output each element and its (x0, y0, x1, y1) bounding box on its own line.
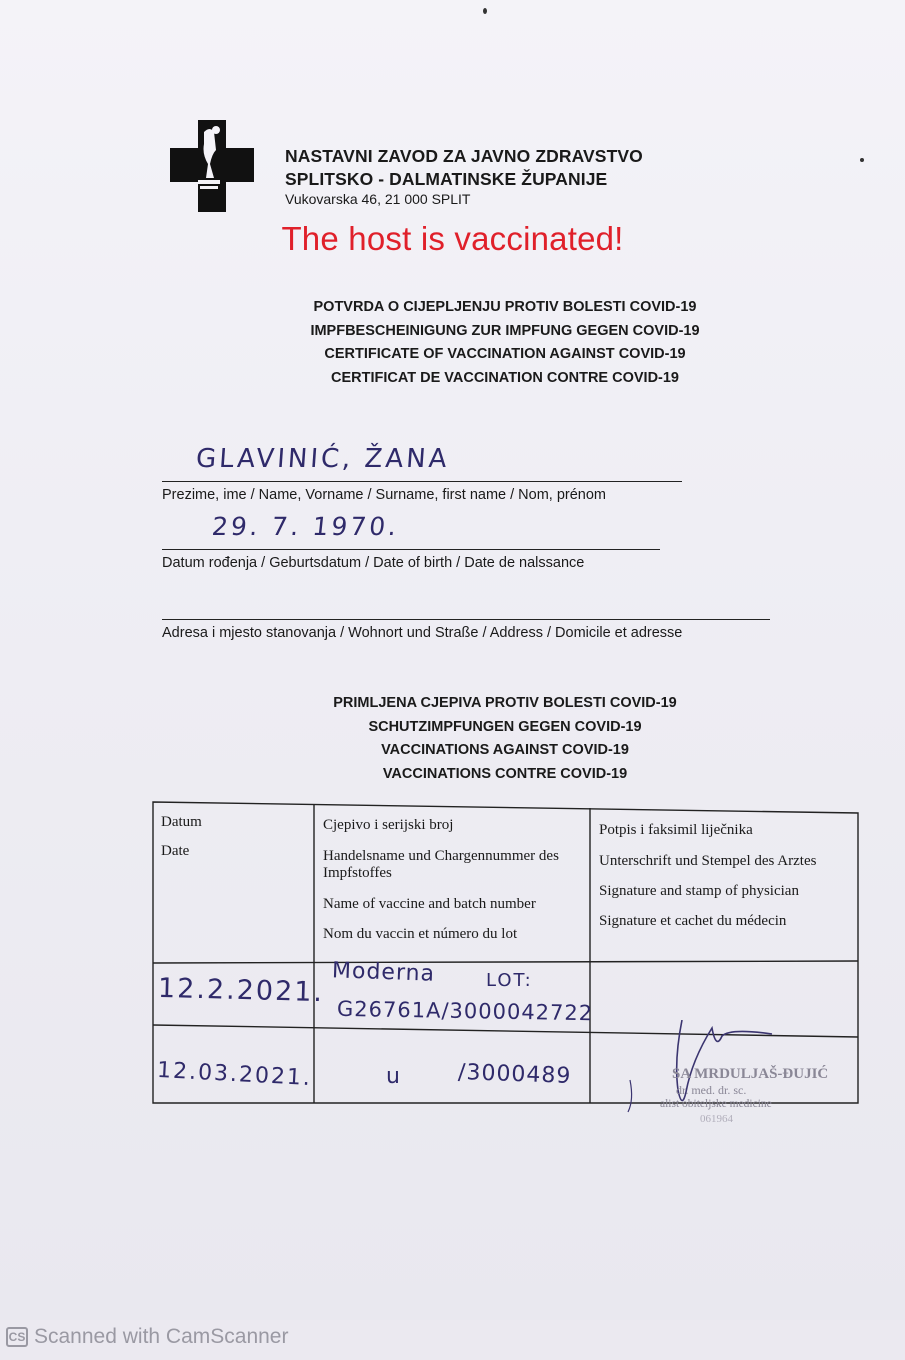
stamp-physician-number: 061964 (700, 1113, 733, 1125)
title-german: IMPFBESCHEINIGUNG ZUR IMPFUNG GEGEN COVID-19 (310, 322, 700, 339)
scanner-watermark (6, 1325, 288, 1349)
title-english: CERTIFICATE OF VACCINATION AGAINST COVID-19 (324, 346, 686, 362)
header-signature-de: Unterschrift und Stempel des Arztes (599, 853, 817, 869)
certificate-title (0, 296, 905, 390)
vacc-title-english: VACCINATIONS AGAINST COVID-19 (381, 742, 629, 758)
stamp-physician-degree: dr. med. dr. sc. (676, 1083, 747, 1097)
title-french: CERTIFICAT DE VACCINATION CONTRE COVID-19 (330, 369, 679, 386)
scan-speck (483, 8, 487, 14)
address-label: Adresa i mjesto stanovanja / Wohnort und Straße / Address / Domicile et adresse (162, 625, 683, 641)
scanner-watermark-text: Scanned with CamScanner (34, 1325, 289, 1348)
institution-county: SPLITSKO - DALMATINSKE ŽUPANIJE (285, 168, 608, 189)
name-value: GLAVINIĆ, ŽANA (194, 444, 451, 474)
header-signature-fr: Signature et cachet du médecin (599, 913, 787, 929)
institution-block (285, 148, 643, 206)
address-underline (162, 619, 770, 620)
header-signature-hr: Potpis i faksimil liječnika (599, 822, 753, 838)
row2-date: 12.03.2021. (156, 1057, 313, 1092)
vacc-title-french: VACCINATIONS CONTRE COVID-19 (382, 765, 628, 782)
header-date (161, 814, 202, 860)
vaccinations-title (0, 692, 905, 786)
dob-label: Datum rođenja / Geburtsdatum / Date of birth / Date de nalssance (162, 555, 585, 571)
stamp-physician-name: SA MRDULJAŠ-ĐUJIĆ (672, 1066, 829, 1082)
scan-speck (860, 158, 864, 162)
header-vaccine-fr: Nom du vaccin et número du lot (323, 926, 518, 942)
row2-batch-number: /3000489 (457, 1060, 572, 1089)
camscanner-icon: CS (6, 1327, 28, 1347)
institution-address: Vukovarska 46, 21 000 SPLIT (285, 191, 471, 207)
name-underline (162, 481, 682, 482)
header-date-hr: Datum (161, 814, 202, 830)
header-vaccine (323, 817, 585, 943)
row1-lot-label: LOT: (486, 970, 533, 991)
vacc-title-croatian: PRIMLJENA CJEPIVA PROTIV BOLESTI COVID-19 (333, 695, 677, 711)
header-signature-en: Signature and stamp of physician (599, 883, 799, 899)
header-date-en: Date (161, 843, 190, 859)
title-croatian: POTVRDA O CIJEPLJENJU PROTIV BOLESTI COVID-19 (313, 299, 697, 315)
name-label: Prezime, ime / Name, Vorname / Surname, first name / Nom, prénom (162, 487, 607, 503)
institution-name: NASTAVNI ZAVOD ZA JAVNO ZDRAVSTVO (285, 146, 643, 166)
row1-date: 12.2.2021. (157, 972, 325, 1009)
vacc-title-german: SCHUTZIMPFUNGEN GEGEN COVID-19 (368, 718, 642, 735)
stamp-physician-specialty: alist obiteljske medicine (660, 1098, 772, 1110)
dob-underline (162, 549, 660, 550)
row2-vaccine-ditto: u (386, 1064, 403, 1089)
header-vaccine-en: Name of vaccine and batch number (323, 896, 536, 912)
dob-value: 29. 7. 1970. (210, 512, 401, 541)
row1-batch-number: G26761A/3000042722 (336, 996, 594, 1026)
header-vaccine-hr: Cjepivo i serijski broj (323, 817, 454, 833)
header-signature (599, 822, 854, 930)
cross-emblem-icon (170, 120, 280, 212)
row1-vaccine-name: Moderna (331, 958, 436, 987)
vaccinated-banner: The host is vaccinated! (281, 220, 624, 257)
header-vaccine-de: Handelsname und Chargennummer des Impfstoffes (323, 848, 559, 881)
